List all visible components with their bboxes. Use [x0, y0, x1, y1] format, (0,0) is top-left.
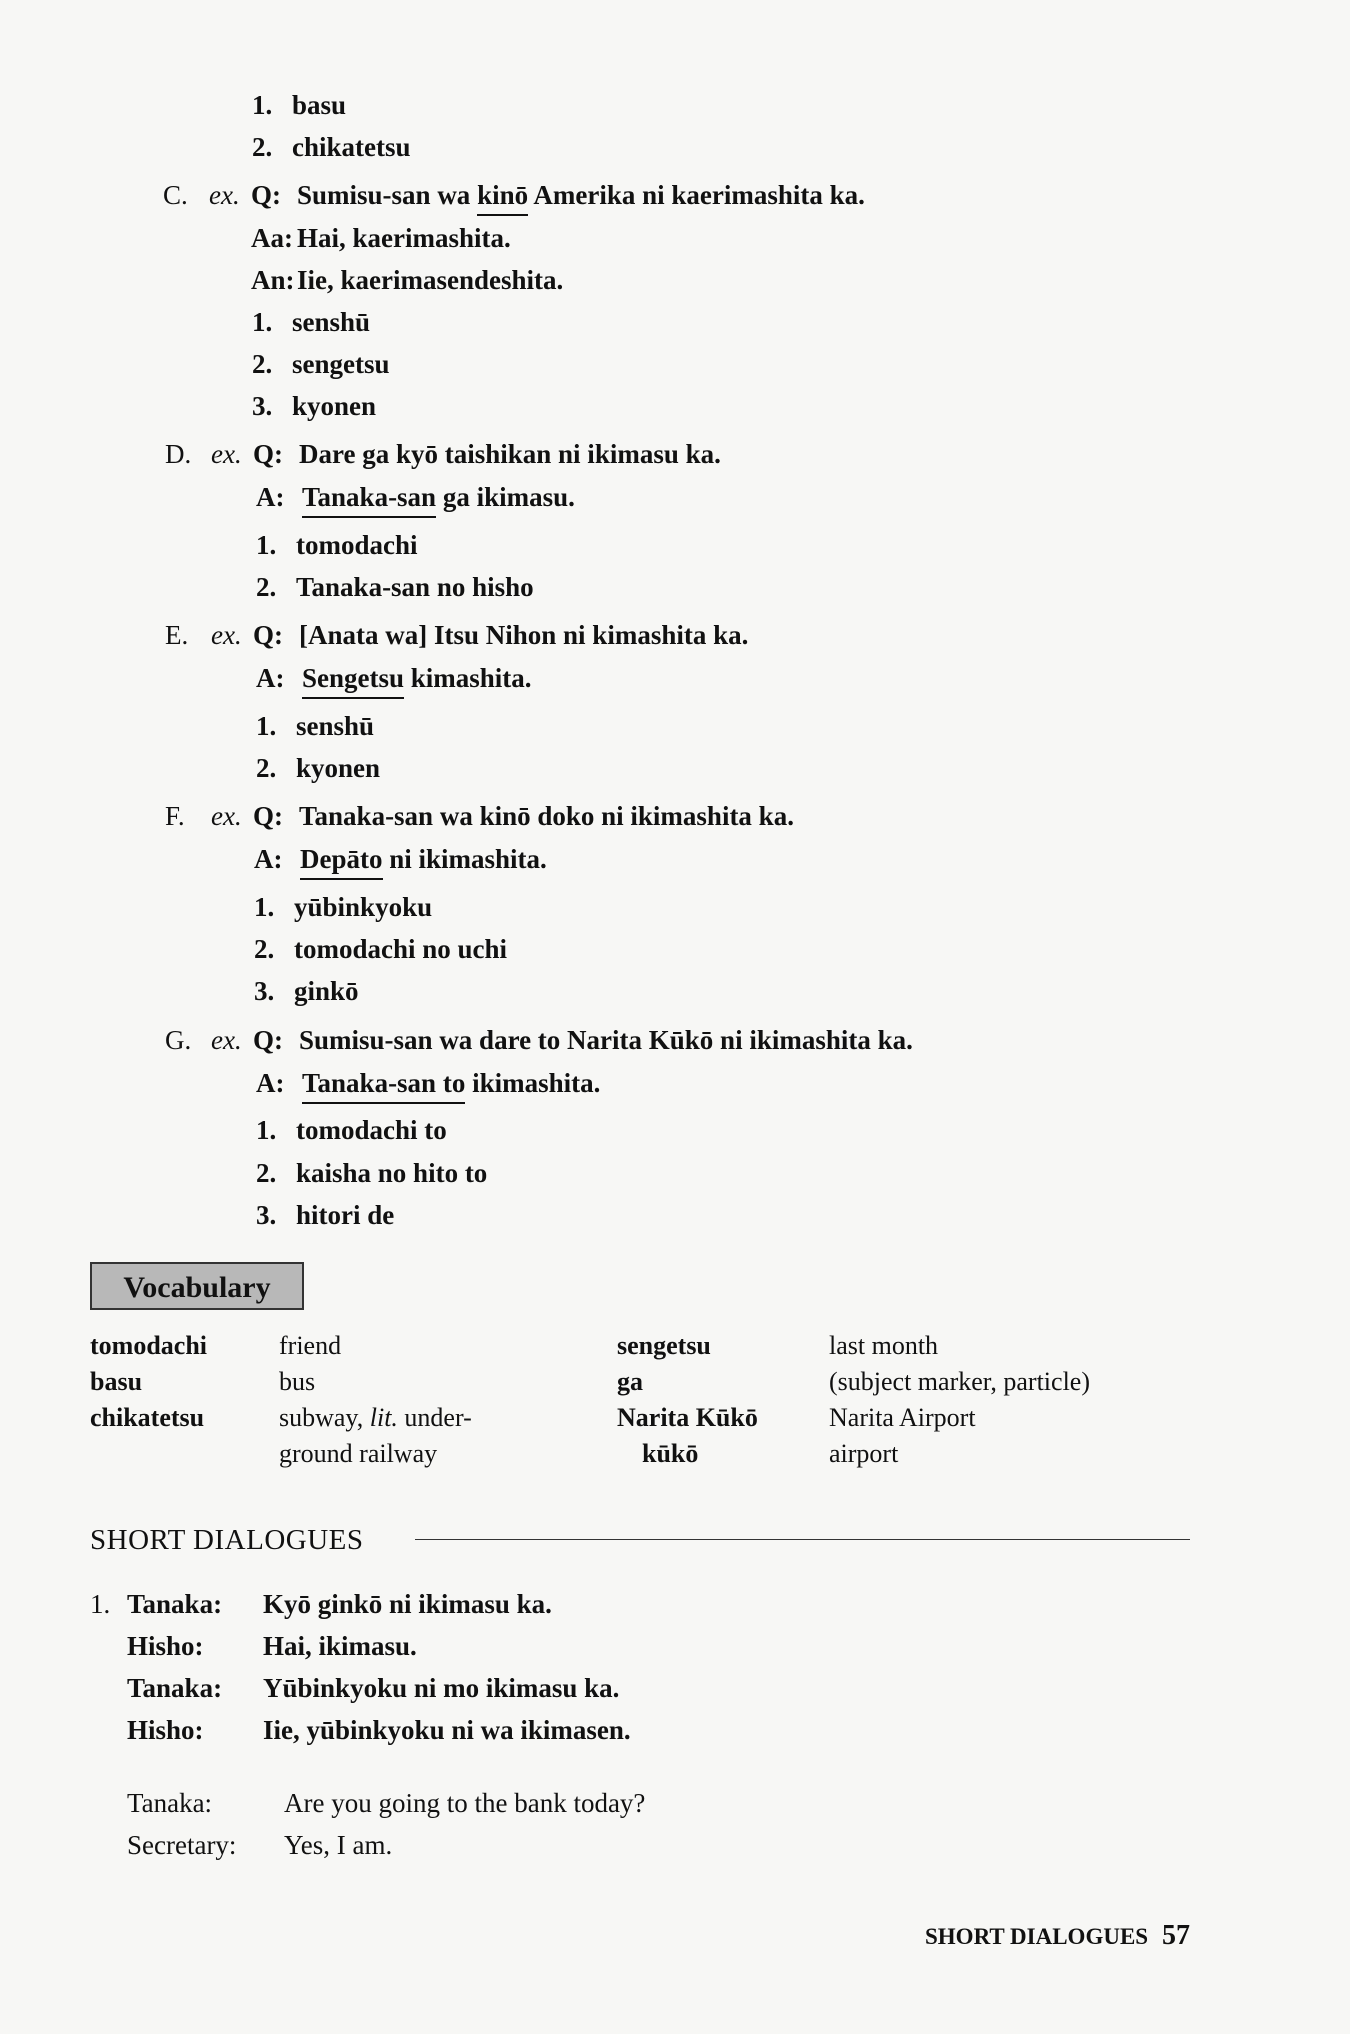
vocab-definition: friend	[279, 1331, 342, 1360]
drill-g-item-3: 3. hitori de	[256, 1200, 395, 1230]
dialogue-line: Iie, yūbinkyoku ni wa ikimasen.	[263, 1715, 631, 1745]
dialogue-line: Hai, ikimasu.	[263, 1631, 417, 1661]
underlined-cue: kinō	[477, 180, 528, 216]
drill-d-item-1: 1. tomodachi	[256, 530, 418, 560]
drill-g-answer: A: Tanaka-san to ikimashita.	[256, 1070, 600, 1097]
ex-label: ex.	[211, 801, 242, 831]
drill-d-answer: A: Tanaka-san ga ikimasu.	[256, 484, 575, 511]
drill-b-item-2: 2. chikatetsu	[252, 132, 411, 162]
vocab-definition: Narita Airport	[829, 1403, 976, 1432]
drill-f-item-1: 1. yūbinkyoku	[254, 892, 433, 922]
dialogue-line: Kyō ginkō ni ikimasu ka.	[263, 1589, 552, 1619]
ex-label: ex.	[209, 180, 240, 210]
drill-letter: C.	[163, 180, 188, 210]
ex-label: ex.	[211, 620, 242, 650]
drill-c-answer-negative: An:Iie, kaerimasendeshita.	[251, 265, 564, 295]
vocab-term: ga	[617, 1367, 643, 1396]
underlined-cue: Sengetsu	[302, 663, 404, 699]
drill-f-question: F. ex. Q: Tanaka-san wa kinō doko ni ikimashita ka.	[165, 801, 794, 831]
vocab-term: basu	[90, 1367, 143, 1396]
drill-d-item-2: 2. Tanaka-san no hisho	[256, 572, 534, 602]
vocab-term: kūkō	[642, 1439, 699, 1468]
drill-g-item-1: 1. tomodachi to	[256, 1115, 447, 1145]
vocab-definition: airport	[829, 1439, 899, 1468]
vocab-definition: last month	[829, 1331, 939, 1360]
drill-d-question: D. ex. Q: Dare ga kyō taishikan ni ikimasu ka.	[165, 439, 721, 469]
drill-letter: D.	[165, 439, 192, 469]
drill-letter: G.	[165, 1025, 192, 1055]
drill-c-item-2: 2. sengetsu	[252, 349, 390, 379]
drill-g-item-2: 2. kaisha no hito to	[256, 1158, 488, 1188]
translation-line: Yes, I am.	[284, 1830, 393, 1860]
dialogue-speaker: Hisho:	[127, 1631, 204, 1661]
vocabulary-heading: Vocabulary	[90, 1262, 304, 1310]
drill-e-item-2: 2. kyonen	[256, 753, 381, 783]
vocab-definition: bus	[279, 1367, 316, 1396]
underlined-cue: Tanaka-san	[302, 482, 436, 518]
dialogue-speaker: Tanaka:	[127, 1673, 223, 1703]
dialogue-speaker: Hisho:	[127, 1715, 204, 1745]
dialogue-speaker: Tanaka:	[127, 1589, 223, 1619]
translation-speaker: Secretary:	[127, 1830, 237, 1860]
drill-b-item-1: 1. basu	[252, 90, 347, 120]
vocab-definition: subway, lit. under-	[279, 1403, 472, 1432]
vocab-term: chikatetsu	[90, 1403, 205, 1432]
section-heading: SHORT DIALOGUES	[90, 1524, 364, 1556]
running-footer: SHORT DIALOGUES	[925, 1924, 1149, 1949]
drill-c-item-1: 1. senshū	[252, 307, 371, 337]
drill-e-answer: A: Sengetsu kimashita.	[256, 665, 532, 692]
ex-label: ex.	[211, 439, 242, 469]
vocab-definition: (subject marker, particle)	[829, 1367, 1090, 1396]
drill-g-question: G. ex. Q: Sumisu-san wa dare to Narita Kūkō ni ikimashita ka.	[165, 1025, 913, 1055]
translation-line: Are you going to the bank today?	[284, 1788, 646, 1818]
drill-letter: F.	[165, 801, 185, 831]
translation-speaker: Tanaka:	[127, 1788, 213, 1818]
vocab-definition-cont: ground railway	[279, 1439, 438, 1468]
drill-e-item-1: 1. senshū	[256, 711, 375, 741]
vocab-term: Narita Kūkō	[617, 1403, 758, 1432]
dialogue-line: Yūbinkyoku ni mo ikimasu ka.	[263, 1673, 620, 1703]
drill-c-item-3: 3. kyonen	[252, 391, 377, 421]
underlined-cue: Depāto	[300, 844, 383, 880]
vocab-term: tomodachi	[90, 1331, 207, 1360]
drill-letter: E.	[165, 620, 189, 650]
drill-c-question: C. ex. Q: Sumisu-san wa kinō Amerika ni kaerimashita ka.	[163, 182, 865, 209]
page-number: 57	[1162, 1920, 1190, 1951]
drill-f-answer: A: Depāto ni ikimashita.	[254, 846, 547, 873]
vocab-term: sengetsu	[617, 1331, 711, 1360]
drill-f-item-2: 2. tomodachi no uchi	[254, 934, 508, 964]
dialogue-number: 1.	[90, 1589, 111, 1619]
heading-rule	[415, 1539, 1190, 1540]
underlined-cue: Tanaka-san to	[302, 1068, 465, 1104]
ex-label: ex.	[211, 1025, 242, 1055]
drill-e-question: E. ex. Q: [Anata wa] Itsu Nihon ni kimashita ka.	[165, 620, 749, 650]
drill-c-answer-affirmative: Aa: Hai, kaerimashita.	[251, 223, 511, 253]
drill-f-item-3: 3. ginkō	[254, 976, 359, 1006]
